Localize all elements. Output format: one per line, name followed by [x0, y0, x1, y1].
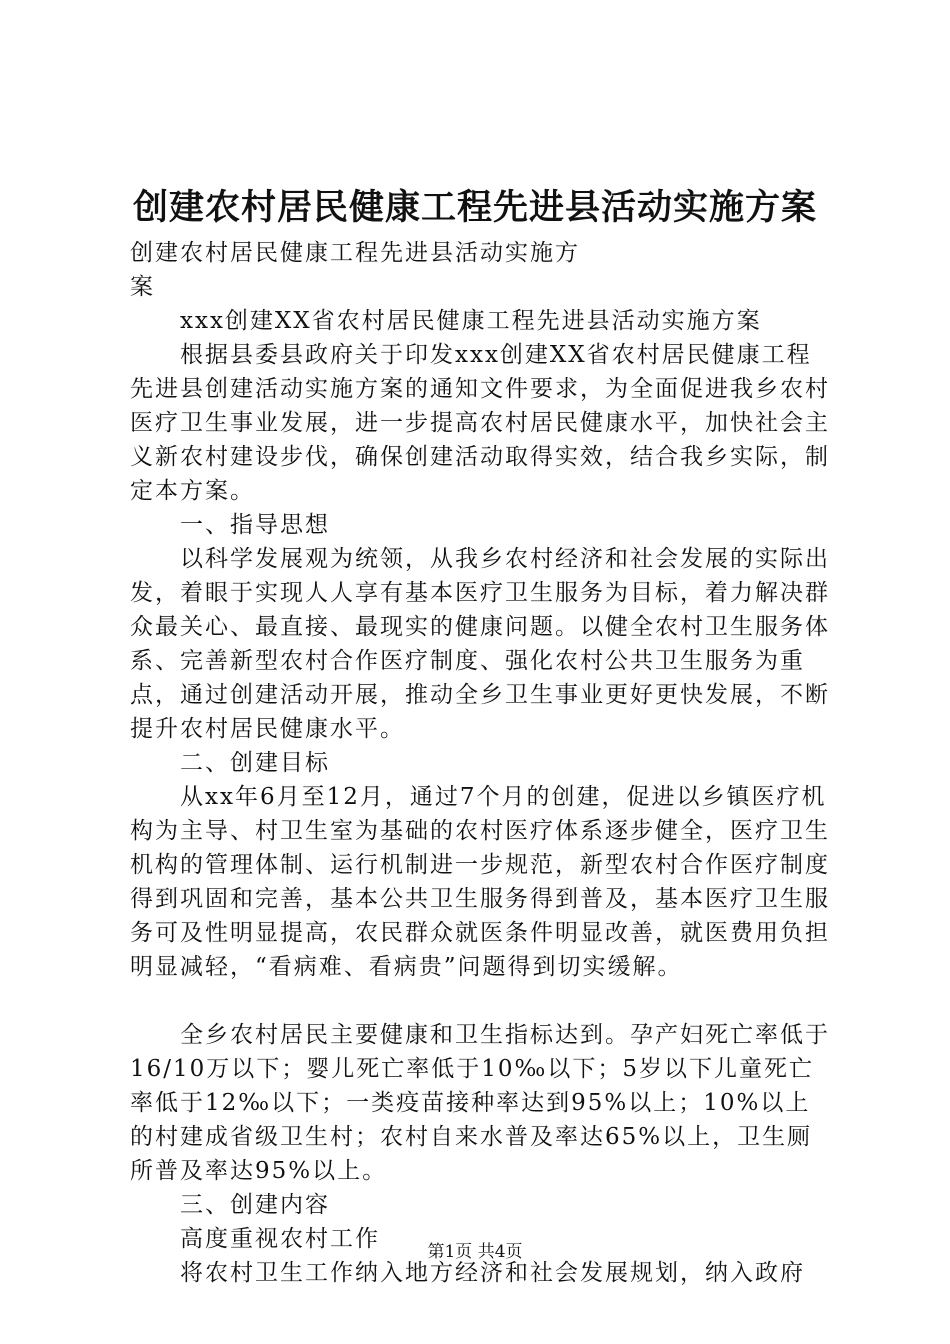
section-heading-goals: 二、创建目标 — [180, 750, 330, 776]
paragraph-goals: 从xx年6月至12月，通过7个月的创建，促进以乡镇医疗机构为主导、村卫生室为基础的农村医疗体系逐步健全，医疗卫生机构的管理体制、运行机制进一步规范，新型农村合作医疗制度得到巩固和完善，基本公共卫生服务得到普及，基本医疗卫生服务可及性明显提高，农民群众就医条件明显改善，就医费用负担明显减轻，“看病难、看病贵”问题得到切实缓解。 — [130, 784, 830, 980]
page-footer: 第1页 共4页 — [427, 1242, 523, 1262]
document-title: 创建农村居民健康工程先进县活动实施方案 — [132, 187, 817, 228]
document-subtitle: 创建农村居民健康工程先进县活动实施方案 — [130, 240, 580, 300]
paragraph-health-indicators: 全乡农村居民主要健康和卫生指标达到。孕产妇死亡率低于16/10万以下；婴儿死亡率低于10‰以下；5岁以下儿童死亡率低于12‰以下；一类疫苗接种率达到95%以上；10%以上的村建成省级卫生村；农村自来水普及率达65%以上，卫生厕所普及率达95%以上。 — [130, 1022, 830, 1184]
paragraph-introduction: 根据县委县政府关于印发xxx创建XX省农村居民健康工程先进县创建活动实施方案的通知文件要求，为全面促进我乡农村医疗卫生事业发展，进一步提高农村居民健康水平，加快社会主义新农村建设步伐，确保创建活动取得实效，结合我乡实际，制定本方案。 — [130, 342, 830, 504]
document-body — [130, 236, 835, 1290]
blank-line — [130, 984, 835, 1018]
paragraph-rural-planning: 将农村卫生工作纳入地方经济和社会发展规划，纳入政府 — [180, 1260, 805, 1286]
paragraph-plan-name: xxx创建XX省农村居民健康工程先进县活动实施方案 — [180, 308, 762, 334]
section-heading-content: 三、创建内容 — [180, 1192, 330, 1218]
paragraph-guiding-ideology: 以科学发展观为统领，从我乡农村经济和社会发展的实际出发，着眼于实现人人享有基本医疗卫生服务为目标，着力解决群众最关心、最直接、最现实的健康问题。以健全农村卫生服务体系、完善新型农村合作医疗制度、强化农村公共卫生服务为重点，通过创建活动开展，推动全乡卫生事业更好更快发展，不断提升农村居民健康水平。 — [130, 546, 830, 742]
section-heading-guiding-ideology: 一、指导思想 — [180, 512, 330, 538]
subheading-rural-work: 高度重视农村工作 — [180, 1226, 380, 1252]
